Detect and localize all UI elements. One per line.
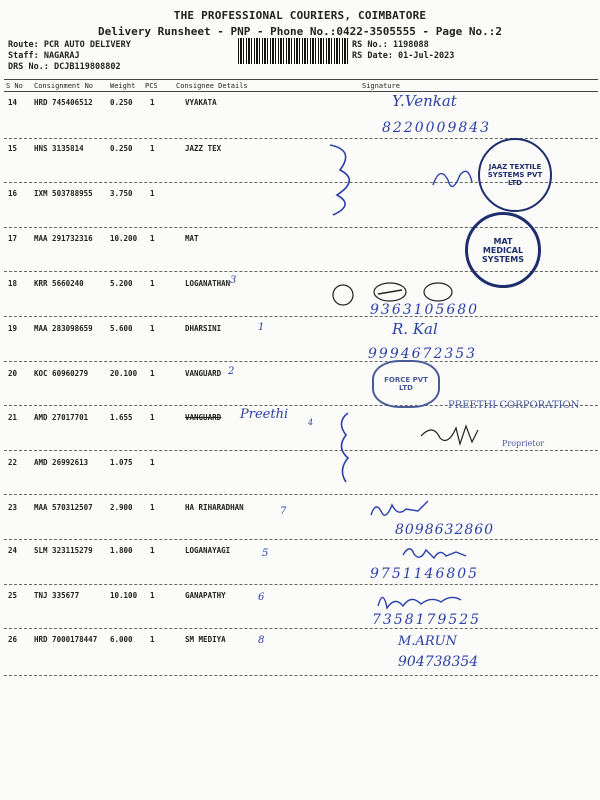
col-weight: Weight: [110, 82, 136, 90]
row-weight: 0.250: [110, 144, 133, 153]
handwritten-mark: 6: [258, 592, 265, 603]
row-consignee: MAT: [185, 234, 199, 243]
row-sno: 23: [8, 503, 18, 512]
handwritten-phone: 9363105680: [370, 302, 480, 318]
row-consignee: HA RIHARADHAN: [185, 503, 244, 512]
row-consignee: JAZZ TEX: [185, 144, 222, 153]
row-consignment: HRD 745406512: [34, 98, 93, 107]
proprietor-stamp: Proprietor: [502, 439, 545, 448]
row-weight: 1.655: [110, 413, 133, 422]
col-pcs: PCS: [145, 82, 158, 90]
row-weight: 10.100: [110, 591, 138, 600]
runsheet-subtitle: Delivery Runsheet - PNP - Phone No.:0422-3505555 - Page No.:2: [98, 25, 502, 38]
row-pcs: 1: [150, 189, 155, 198]
handwritten-signature: Y.Venkat: [392, 92, 457, 110]
handwritten-mark: 8: [258, 635, 265, 646]
row-sno: 18: [8, 279, 18, 288]
drs-number: DRS No.: DCJB119808802: [8, 62, 121, 72]
row-consignee: GANAPATHY: [185, 591, 226, 600]
col-sno: S No: [6, 82, 23, 90]
handwritten-mark: 7: [280, 506, 287, 517]
row-consignment: KRR 5660240: [34, 279, 84, 288]
row-consignment: SLM 323115279: [34, 546, 93, 555]
handwritten-phone: 8098632860: [395, 522, 495, 538]
row-weight: 20.100: [110, 369, 138, 378]
handwritten-name: Preethi: [240, 407, 289, 422]
row-separator: [4, 494, 598, 495]
row-pcs: 1: [150, 98, 155, 107]
handwritten-mark: 4: [308, 418, 314, 427]
header-top-rule: [4, 79, 598, 80]
row-pcs: 1: [150, 503, 155, 512]
row-sno: 19: [8, 324, 18, 333]
handwritten-mark: 3: [230, 275, 237, 286]
row-separator: [4, 539, 598, 540]
handwritten-mark: 1: [258, 322, 265, 333]
row-consignment: TNJ 335677: [34, 591, 80, 600]
row-separator: [4, 584, 598, 585]
barcode: [238, 38, 348, 64]
signature-scribble: [430, 160, 475, 200]
row-consignment: MAA 283098659: [34, 324, 93, 333]
row-consignment: MAA 291732316: [34, 234, 93, 243]
row-pcs: 1: [150, 234, 155, 243]
force-stamp-text: FORCE PVT LTD: [384, 376, 428, 392]
force-stamp: [372, 360, 440, 408]
row-weight: 1.800: [110, 546, 133, 555]
handwritten-phone: 8220009843: [382, 120, 492, 136]
rs-date: RS Date: 01-Jul-2023: [352, 51, 455, 61]
col-consignment: Consignment No: [34, 82, 94, 90]
handwritten-phone: 9994672353: [368, 346, 478, 362]
row-separator: [4, 628, 598, 629]
row-weight: 1.075: [110, 458, 133, 467]
signature-scribble: [368, 495, 448, 525]
corporation-stamp: PREETHI CORPORATION: [448, 400, 580, 411]
handwritten-phone: 7358179525: [372, 612, 482, 628]
bracket-scribble: [328, 410, 368, 485]
row-weight: 2.900: [110, 503, 133, 512]
row-pcs: 1: [150, 324, 155, 333]
route-label: Route: PCR AUTO DELIVERY: [8, 40, 131, 50]
handwritten-phone: 904738354: [398, 654, 479, 670]
row-pcs: 1: [150, 591, 155, 600]
row-sno: 14: [8, 98, 18, 107]
handwritten-signature: M.ARUN: [398, 634, 457, 649]
row-pcs: 1: [150, 635, 155, 644]
row-consignment: IXM 503788955: [34, 189, 93, 198]
staff-label: Staff: NAGARAJ: [8, 51, 80, 61]
row-pcs: 1: [150, 546, 155, 555]
row-weight: 6.000: [110, 635, 133, 644]
row-pcs: 1: [150, 369, 155, 378]
row-sno: 16: [8, 189, 18, 198]
row-consignee: SM MEDIYA: [185, 635, 226, 644]
row-separator: [4, 316, 598, 317]
handwritten-signature: R. Kal: [392, 320, 438, 338]
jaaz-stamp-text: JAAZ TEXTILE SYSTEMS PVT LTD: [487, 163, 543, 187]
row-weight: 10.200: [110, 234, 138, 243]
medical-stamp: [465, 212, 541, 288]
handwritten-mark: 2: [228, 366, 235, 377]
row-consignment: AMD 27017701: [34, 413, 89, 422]
row-pcs: 1: [150, 413, 155, 422]
row-separator: [4, 450, 598, 451]
row-sno: 22: [8, 458, 18, 467]
handwritten-mark: 5: [262, 548, 269, 559]
row-sno: 21: [8, 413, 18, 422]
row-separator: [4, 361, 598, 362]
row-consignment: AMD 26992613: [34, 458, 89, 467]
col-consignee: Consignee Details: [176, 82, 248, 90]
medical-stamp-text: MAT MEDICAL SYSTEMS: [482, 236, 524, 264]
row-consignee: LOGANATHAN: [185, 279, 231, 288]
row-consignee: DHARSINI: [185, 324, 222, 333]
row-sno: 25: [8, 591, 18, 600]
handwritten-phone: 9751146805: [370, 566, 480, 582]
row-weight: 0.250: [110, 98, 133, 107]
row-sno: 20: [8, 369, 18, 378]
signature-scribble: [400, 540, 480, 565]
row-consignment: KOC 60960279: [34, 369, 89, 378]
col-signature: Signature: [362, 82, 400, 90]
row-consignment: MAA 570312507: [34, 503, 93, 512]
row-consignee: VANGUARD: [185, 369, 222, 378]
row-sno: 26: [8, 635, 18, 644]
bracket-scribble: [325, 140, 365, 220]
row-consignment: HNS 3135814: [34, 144, 84, 153]
row-separator: [4, 675, 598, 676]
row-consignment: HRD 7000178447: [34, 635, 98, 644]
row-consignee: VYAKATA: [185, 98, 217, 107]
row-pcs: 1: [150, 144, 155, 153]
company-title: THE PROFESSIONAL COURIERS, COIMBATORE: [173, 9, 427, 22]
row-consignee-struck: VANGUARD: [185, 413, 222, 422]
row-weight: 3.750: [110, 189, 133, 198]
row-weight: 5.600: [110, 324, 133, 333]
row-sno: 17: [8, 234, 18, 243]
row-sno: 15: [8, 144, 18, 153]
row-weight: 5.200: [110, 279, 133, 288]
rs-number: RS No.: 1198088: [352, 40, 429, 50]
row-sno: 24: [8, 546, 18, 555]
row-pcs: 1: [150, 458, 155, 467]
jaaz-stamp: [478, 138, 552, 212]
signature-scribble: [418, 418, 488, 448]
row-consignee: LOGANAYAGI: [185, 546, 231, 555]
row-pcs: 1: [150, 279, 155, 288]
header-bottom-rule: [4, 91, 598, 92]
